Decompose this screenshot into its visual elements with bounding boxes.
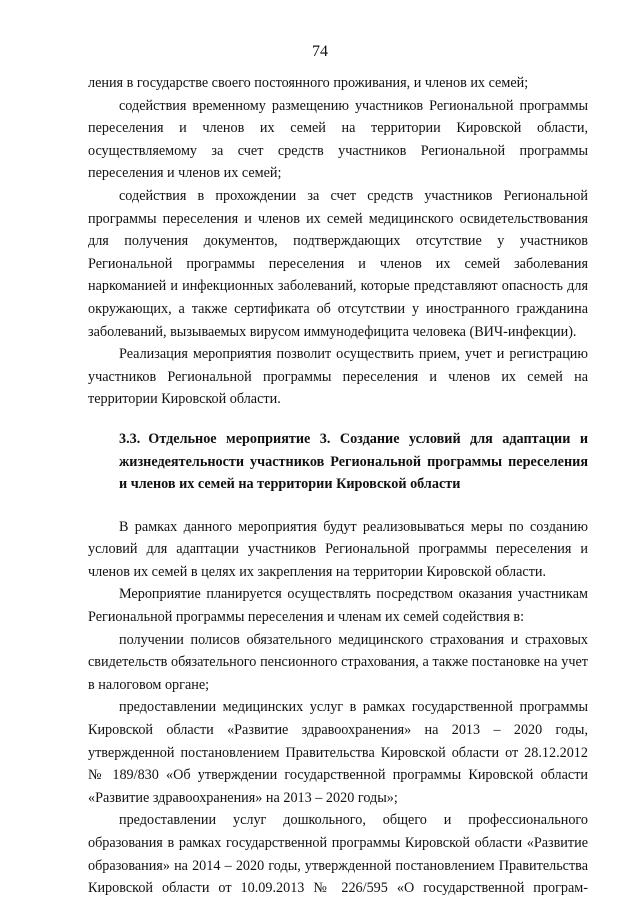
document-body bbox=[88, 72, 588, 900]
paragraph-3: содействия в прохождении за счет средств участников Региональной программы переселения и членов их семей медицинского освидетельствования для получения документов, подтверждающих отсутствие у участников Региональной программы переселения и членов их семей заболевания наркоманией и инфекционных заболеваний, которые представляют опасность для окружающих, а также сертификата об отсутствии у иностранного гражданина заболеваний, вызываемых вирусом иммунодефицита человека (ВИЧ-инфекции). bbox=[88, 187, 588, 340]
paragraph-7: получении полисов обязательного медицинского страхования и страховых свидетельств обязательного пенсионного страхования, а также постановке на учет в налоговом органе; bbox=[88, 631, 588, 693]
page-number: 74 bbox=[312, 43, 328, 60]
paragraph-2: содействия временному размещению участников Региональной программы переселения и членов их семей на территории Кировской области, осуществляемому за счет средств участников Региональной программы переселения и членов их семей; bbox=[88, 97, 588, 182]
paragraph-5: В рамках данного мероприятия будут реализовываться меры по созданию условий для адаптации участников Региональной программы переселения и членов их семей в целях их закрепления на территории Кировской области. bbox=[88, 518, 588, 580]
paragraph-8: предоставлении медицинских услуг в рамках государственной программы Кировской области «Развитие здравоохранения» на 2013 – 2020 годы, утвержденной постановлением Правительства Кировской области от 28.12.2012 № 189/830 «Об утверждении государственной программы Кировской области «Развитие здравоохранения» на 2013 – 2020 годы»; bbox=[88, 699, 588, 806]
section-title: Отдельное мероприятие 3. Создание условий для адаптации и жизнедеятельности участников Региональной программы переселения и членов их семей на территории Кировской области bbox=[119, 430, 588, 493]
paragraph-6: Мероприятие планируется осуществлять посредством оказания участникам Региональной программы переселения и членам их семей содействия в: bbox=[88, 586, 588, 626]
section-number: 3.3. bbox=[119, 430, 141, 447]
paragraph-9: предоставлении услуг дошкольного, общего и профессионального образования в рамках государственной программы Кировской области «Развитие образования» на 2014 – 2020 годы, утвержденной постановлением Правительства Кировской области от 10.09.2013 № 226/595 «О государственной програм- bbox=[88, 812, 588, 897]
paragraph-1: ления в государстве своего постоянного проживания, и членов их семей; bbox=[88, 75, 529, 91]
paragraph-4: Реализация мероприятия позволит осуществить прием, учет и регистрацию участников Региональной программы переселения и членов их семей на территории Кировской области. bbox=[88, 346, 588, 408]
section-heading bbox=[119, 428, 588, 496]
